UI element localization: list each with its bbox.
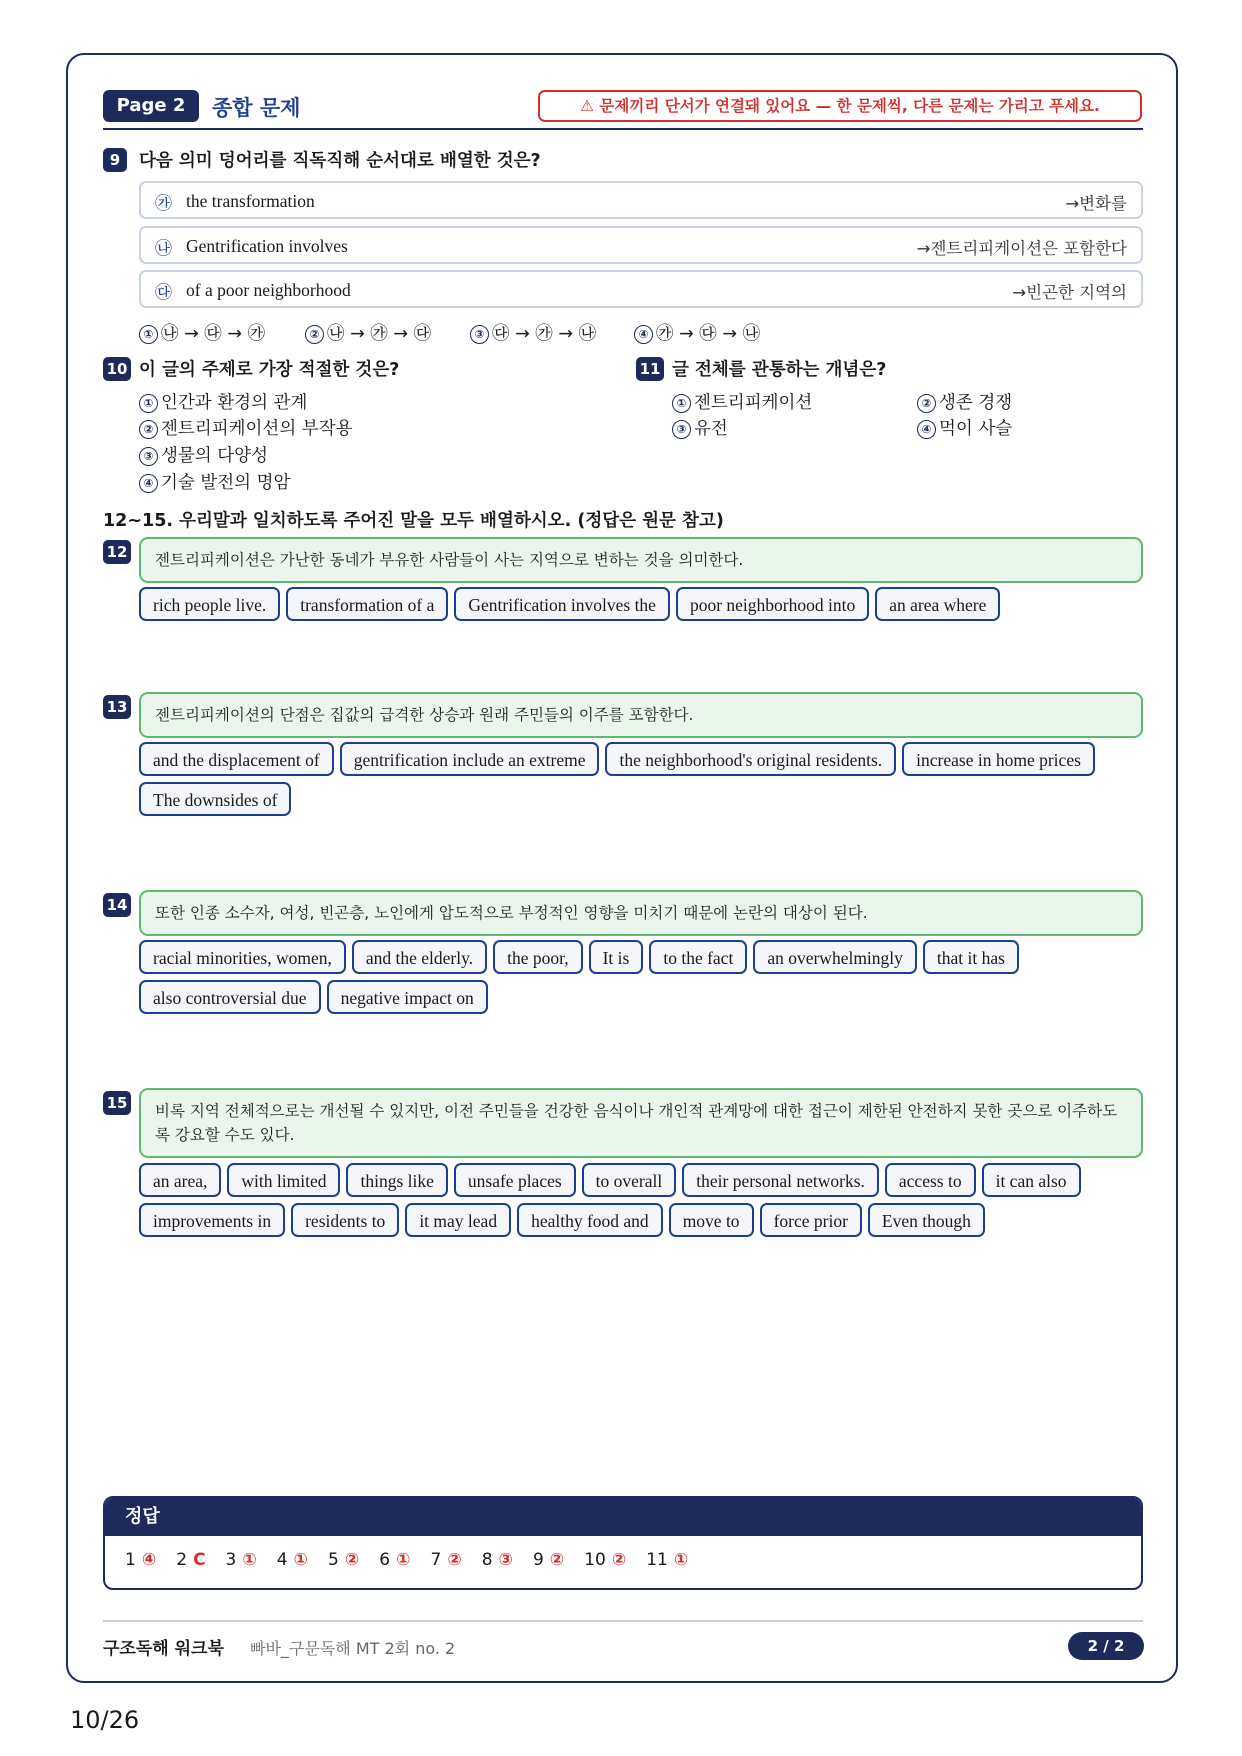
option-text: 생존 경쟁	[939, 393, 1013, 413]
chunk-row	[139, 181, 1143, 219]
option-number: ②	[305, 325, 324, 344]
footer-page-badge: 2 / 2	[1068, 1632, 1144, 1660]
word-tile[interactable]: the poor,	[493, 940, 583, 974]
answer-item: 1 ④	[125, 1550, 157, 1570]
answer-item: 5 ②	[328, 1550, 360, 1570]
header-divider	[103, 128, 1143, 130]
chunk-row	[139, 270, 1143, 308]
option-number: ④	[917, 420, 936, 439]
option-text: ㉮ → ㉰ → ㉯	[656, 324, 761, 344]
word-tile[interactable]: move to	[669, 1203, 754, 1237]
word-tile[interactable]: it can also	[982, 1163, 1081, 1197]
word-tile[interactable]: Even though	[868, 1203, 985, 1237]
option-text: 기술 발전의 명암	[161, 473, 291, 493]
page-badge: Page 2	[103, 90, 199, 122]
word-tile[interactable]: racial minorities, women,	[139, 940, 346, 974]
option-number: ③	[139, 447, 158, 466]
option-text: 인간과 환경의 관계	[161, 393, 308, 413]
answer-item: 10 ②	[584, 1550, 627, 1570]
question-number-10: 10	[103, 357, 131, 381]
answer-item: 8 ③	[481, 1550, 513, 1570]
word-tile[interactable]: an area where	[875, 587, 1000, 621]
answer-item: 2 C	[176, 1550, 206, 1570]
option-text: 먹이 사슬	[939, 419, 1013, 439]
word-tile[interactable]: with limited	[227, 1163, 340, 1197]
chunk-korean: →변화를	[1065, 194, 1127, 213]
question-11-text: 글 전체를 관통하는 개념은?	[672, 360, 887, 380]
option-number: ①	[139, 325, 158, 344]
option-text: ㉯ → ㉰ → ㉮	[161, 324, 266, 344]
chunk-mark: ㉯	[155, 239, 172, 259]
q10-option-4[interactable]	[139, 469, 290, 494]
footer-subtitle: 빠바_구문독해 MT 2회 no. 2	[250, 1639, 456, 1658]
answer-item: 7 ②	[430, 1550, 462, 1570]
footer-brand: 구조독해 워크북	[103, 1639, 224, 1659]
q11-option-2[interactable]	[917, 389, 1012, 414]
word-tile[interactable]: negative impact on	[327, 980, 488, 1014]
answer-key-title: 정답	[105, 1498, 1141, 1536]
option-text: 생물의 다양성	[161, 446, 268, 466]
word-tile[interactable]: things like	[346, 1163, 447, 1197]
word-tile[interactable]: force prior	[760, 1203, 862, 1237]
q10-option-3[interactable]	[139, 442, 268, 467]
option-text: ㉰ → ㉮ → ㉯	[492, 324, 597, 344]
question-number-15: 15	[103, 1091, 131, 1115]
word-tile[interactable]: healthy food and	[517, 1203, 663, 1237]
word-tile[interactable]: unsafe places	[454, 1163, 576, 1197]
option-number: ③	[672, 420, 691, 439]
answer-item: 4 ①	[276, 1550, 309, 1570]
chunk-english: the transformation	[186, 191, 315, 211]
word-tile[interactable]: it may lead	[405, 1203, 511, 1237]
word-tile[interactable]: their personal networks.	[682, 1163, 879, 1197]
korean-sentence: 젠트리피케이션은 가난한 동네가 부유한 사람들이 사는 지역으로 변하는 것을 의미한다.	[139, 537, 1143, 583]
word-tiles	[139, 940, 1143, 1014]
word-tile[interactable]: and the displacement of	[139, 742, 334, 776]
chunk-english: of a poor neighborhood	[186, 280, 351, 300]
section-title: 종합 문제	[212, 96, 301, 120]
option-text: 젠트리피케이션의 부작용	[161, 419, 353, 439]
option-number: ④	[634, 325, 653, 344]
word-tile[interactable]: poor neighborhood into	[676, 587, 869, 621]
word-tile[interactable]: to the fact	[649, 940, 747, 974]
word-tile[interactable]: and the elderly.	[352, 940, 487, 974]
korean-sentence: 젠트리피케이션의 단점은 집값의 급격한 상승과 원래 주민들의 이주를 포함한다.	[139, 692, 1143, 738]
word-tile[interactable]: access to	[885, 1163, 976, 1197]
q9-option-4[interactable]	[634, 320, 760, 345]
q10-option-1[interactable]	[139, 389, 307, 414]
q11-option-4[interactable]	[917, 415, 1012, 440]
option-number: ②	[139, 420, 158, 439]
question-9-text: 다음 의미 덩어리를 직독직해 순서대로 배열한 것은?	[139, 151, 541, 171]
word-tile[interactable]: an area,	[139, 1163, 221, 1197]
chunk-mark: ㉰	[155, 283, 172, 303]
option-text: ㉯ → ㉮ → ㉰	[327, 324, 432, 344]
word-tile[interactable]: an overwhelmingly	[753, 940, 917, 974]
question-number-11: 11	[636, 357, 664, 381]
option-text: 유전	[694, 419, 728, 439]
word-tile[interactable]: the neighborhood's original residents.	[605, 742, 896, 776]
word-tile[interactable]: residents to	[291, 1203, 399, 1237]
answer-item: 11 ①	[646, 1550, 689, 1570]
word-tiles	[139, 1163, 1143, 1237]
answer-key	[103, 1496, 1143, 1590]
option-number: ①	[672, 394, 691, 413]
word-tile[interactable]: increase in home prices	[902, 742, 1095, 776]
chunk-korean: →빈곤한 지역의	[1012, 283, 1127, 302]
korean-sentence: 또한 인종 소수자, 여성, 빈곤층, 노인에게 압도적으로 부정적인 영향을 미치기 때문에 논란의 대상이 된다.	[139, 890, 1143, 936]
word-tile[interactable]: that it has	[923, 940, 1019, 974]
word-tile[interactable]: Gentrification involves the	[454, 587, 670, 621]
footer-divider	[103, 1620, 1143, 1622]
question-number-14: 14	[103, 893, 131, 917]
chunk-korean: →젠트리피케이션은 포함한다	[916, 239, 1127, 258]
word-tile[interactable]: rich people live.	[139, 587, 280, 621]
option-text: 젠트리피케이션	[694, 393, 813, 413]
q9-option-3[interactable]	[470, 320, 596, 345]
korean-sentence: 비록 지역 전체적으로는 개선될 수 있지만, 이전 주민들을 건강한 음식이나 개인적 관계망에 대한 접근이 제한된 안전하지 못한 곳으로 이주하도록 강요할 수도 있다.	[139, 1088, 1143, 1158]
word-tiles	[139, 587, 1143, 621]
chunk-english: Gentrification involves	[186, 236, 348, 256]
word-tile[interactable]: also controversial due	[139, 980, 321, 1014]
word-tile[interactable]: gentrification include an extreme	[340, 742, 600, 776]
question-number-12: 12	[103, 540, 131, 564]
word-tile[interactable]: to overall	[582, 1163, 677, 1197]
word-tiles	[139, 742, 1143, 816]
q10-option-2[interactable]	[139, 415, 353, 440]
q11-option-1[interactable]	[672, 389, 812, 414]
answer-item: 3 ①	[225, 1550, 257, 1570]
question-number-13: 13	[103, 695, 131, 719]
option-number: ①	[139, 394, 158, 413]
page-counter: 10/26	[70, 1706, 140, 1734]
option-number: ④	[139, 474, 158, 493]
word-tile[interactable]: transformation of a	[286, 587, 448, 621]
word-tile[interactable]: It is	[589, 940, 644, 974]
q11-option-3[interactable]	[672, 415, 728, 440]
answer-list	[105, 1536, 1141, 1570]
word-tile[interactable]: The downsides of	[139, 782, 291, 816]
option-number: ③	[470, 325, 489, 344]
q9-option-1[interactable]	[139, 320, 265, 345]
question-number-9: 9	[103, 148, 127, 172]
question-10-text: 이 글의 주제로 가장 적절한 것은?	[139, 360, 400, 380]
warning-banner: ⚠ 문제끼리 단서가 연결돼 있어요 — 한 문제씩, 다른 문제는 가리고 푸세요.	[538, 90, 1142, 122]
chunk-row	[139, 226, 1143, 264]
q9-option-2[interactable]	[305, 320, 431, 345]
option-number: ②	[917, 394, 936, 413]
arrange-instruction: 12~15. 우리말과 일치하도록 주어진 말을 모두 배열하시오. (정답은 원문 참고)	[103, 511, 724, 531]
answer-item: 6 ①	[379, 1550, 411, 1570]
chunk-mark: ㉮	[155, 194, 172, 214]
word-tile[interactable]: improvements in	[139, 1203, 285, 1237]
answer-item: 9 ②	[532, 1550, 565, 1570]
